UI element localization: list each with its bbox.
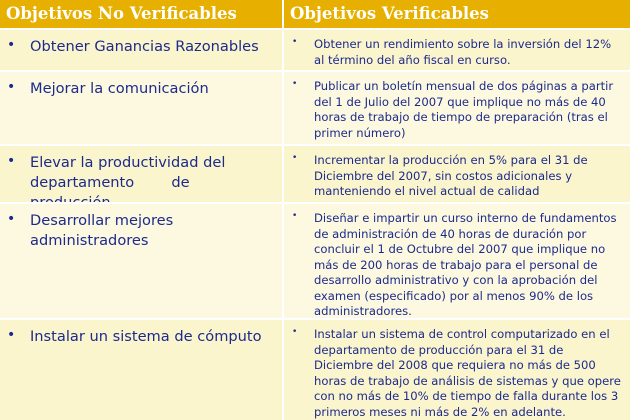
verifiable-objective: Diseñar e impartir un curso interno de fundamentos de administración de 40 horas de duración por concluir el 1 de Octubre del 2007 que implique no más de 200 horas de trabajo para el personal de desarrollo administrativo y con la aprobación del examen (especificado) por al menos 90% de los administradores.	[314, 211, 617, 318]
table-row	[0, 146, 630, 202]
bullet-icon: •	[7, 153, 16, 169]
bullet-icon: •	[292, 79, 298, 89]
header-verifiable: Objetivos Verificables	[284, 0, 630, 28]
bullet-icon: •	[292, 211, 298, 221]
bullet-icon: •	[7, 79, 16, 95]
non-verifiable-objective: Instalar un sistema de cómputo	[30, 328, 262, 345]
header-non-verifiable: Objetivos No Verificables	[0, 0, 284, 28]
non-verifiable-cell	[0, 72, 284, 144]
bullet-icon: •	[292, 153, 298, 163]
table-row	[0, 72, 630, 144]
non-verifiable-objective: Desarrollar mejores administradores	[30, 212, 174, 249]
verifiable-objective: Incrementar la producción en 5% para el 31 de Diciembre del 2007, sin costos adicionales y manteniendo el nivel actual de calidad	[314, 153, 588, 198]
bullet-icon: •	[7, 327, 16, 343]
verifiable-cell	[284, 30, 630, 70]
table-header	[0, 0, 630, 28]
verifiable-objective: Publicar un boletín mensual de dos páginas a partir del 1 de Julio del 2007 que implique no más de 40 horas de trabajo de tiempo de preparación (tras el primer número)	[314, 79, 614, 140]
table-row	[0, 204, 630, 318]
verifiable-objective: Obtener un rendimiento sobre la inversión del 12% al término del año fiscal en curso.	[314, 37, 612, 67]
non-verifiable-objective: Mejorar la comunicación	[30, 80, 209, 97]
bullet-icon: •	[7, 211, 16, 227]
non-verifiable-cell	[0, 320, 284, 420]
non-verifiable-cell	[0, 146, 284, 202]
bullet-icon: •	[292, 327, 298, 337]
bullet-icon: •	[292, 37, 298, 47]
verifiable-cell	[284, 204, 630, 318]
verifiable-objective: Instalar un sistema de control computarizado en el departamento de producción para el 31 de Diciembre del 2008 que requiera no más de 500 horas de trabajo de análisis de sistemas y que opere con no más de 10% de tiempo de falla durante los 3 primeros meses ni más de 2% en adelante.	[314, 327, 621, 419]
table-row	[0, 30, 630, 70]
table-row	[0, 320, 630, 420]
non-verifiable-cell	[0, 204, 284, 318]
verifiable-cell	[284, 146, 630, 202]
verifiable-cell	[284, 320, 630, 420]
verifiable-cell	[284, 72, 630, 144]
non-verifiable-objective: Elevar la productividad del departamento de	[30, 154, 226, 191]
bullet-icon: •	[7, 37, 16, 53]
non-verifiable-cell	[0, 30, 284, 70]
non-verifiable-objective: Obtener Ganancias Razonables	[30, 38, 259, 55]
